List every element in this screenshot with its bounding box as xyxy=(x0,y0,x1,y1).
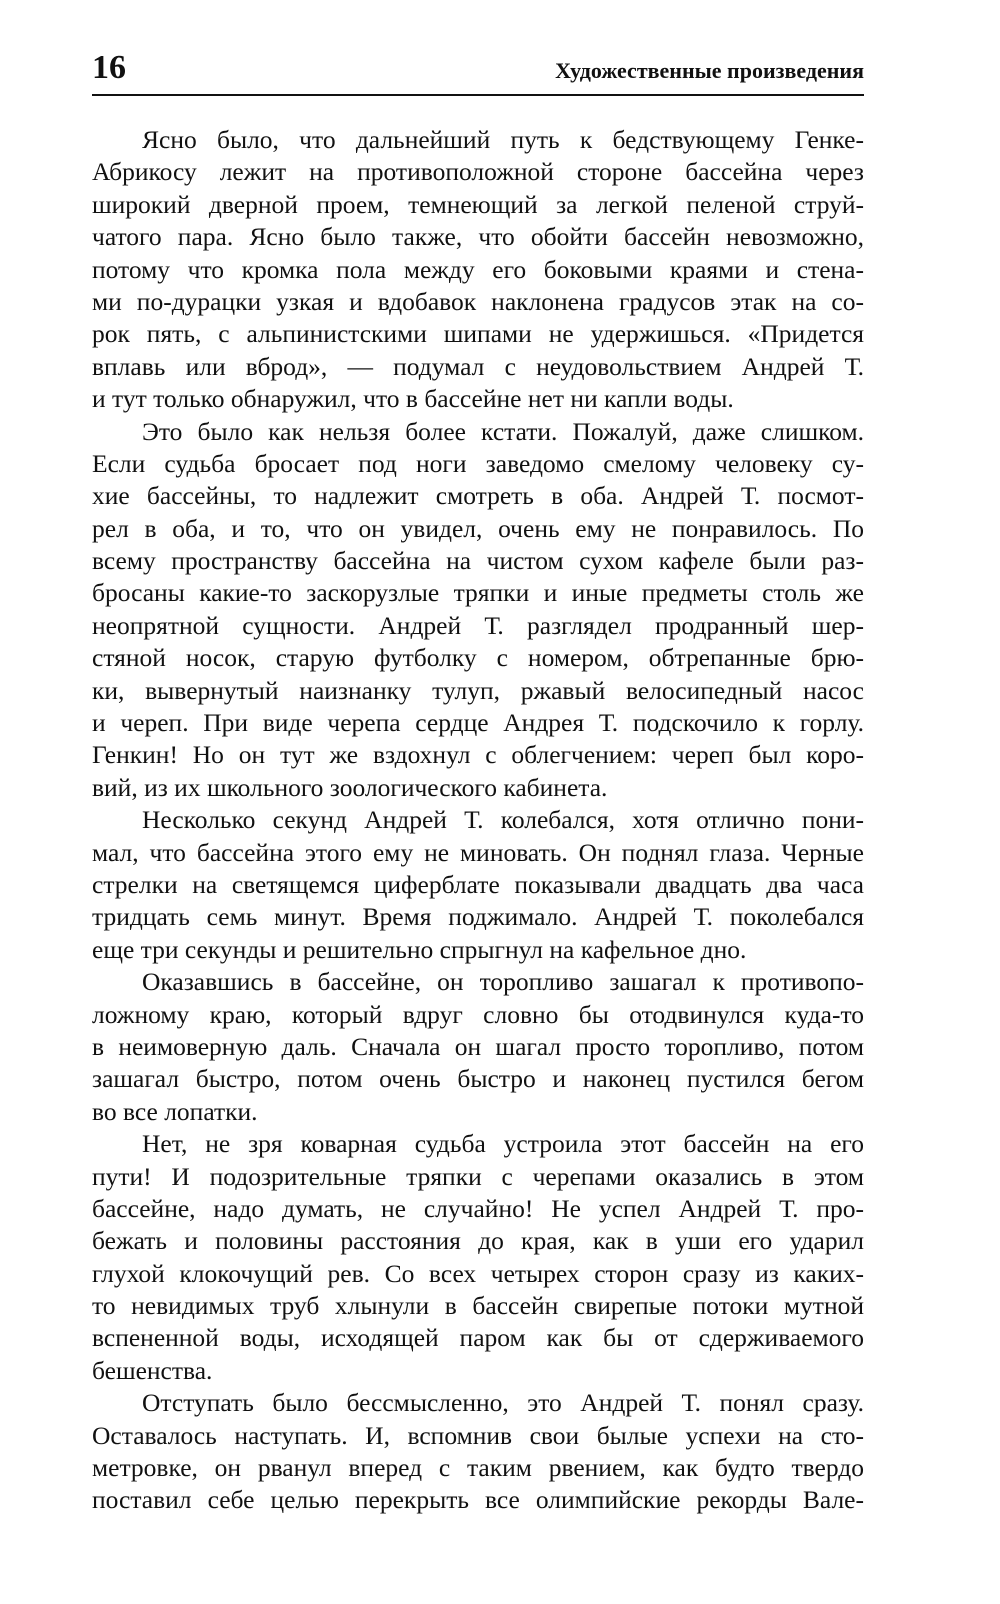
text-line: всему пространству бассейна на чистом сухом кафеле были раз- xyxy=(92,546,864,576)
text-line: неопрятной сущности. Андрей Т. разглядел продранный шер- xyxy=(92,610,864,640)
text-line: поставил себе целью перекрыть все олимпийские рекорды Вале- xyxy=(92,1485,864,1515)
text-line: глухой клокочущий рев. Со всех четырех сторон сразу из каких- xyxy=(92,1258,864,1288)
text-line: ми по-дурацки узкая и вдобавок наклонена градусов этак на со- xyxy=(92,286,864,316)
text-line: тридцать семь минут. Время поджимало. Андрей Т. поколебался xyxy=(92,902,864,932)
text-line: хие бассейны, то надлежит смотреть в оба. Андрей Т. посмот- xyxy=(92,481,864,511)
text-line: Оставалось наступать. И, вспомнив свои былые успехи на сто- xyxy=(92,1420,864,1450)
text-line: Если судьба бросает под ноги заведомо смелому человеку су- xyxy=(92,448,864,478)
book-page xyxy=(92,48,864,1517)
text-line: бежать и половины расстояния до края, как в уши его ударил xyxy=(92,1226,864,1256)
text-line: в неимоверную даль. Сначала он шагал просто торопливо, потом xyxy=(92,1031,864,1061)
paragraph xyxy=(92,1128,864,1387)
paragraph xyxy=(92,804,864,966)
paragraph xyxy=(92,966,864,1128)
text-line: и тут только обнаружил, что в бассейне нет ни капли воды. xyxy=(92,384,734,414)
text-line: во все лопатки. xyxy=(92,1096,258,1126)
section-title: Художественные произведения xyxy=(555,58,864,83)
text-line: мал, что бассейна этого ему не миновать. Он поднял глаза. Черные xyxy=(92,837,864,867)
text-line: бассейне, надо думать, не случайно! Не успел Андрей Т. про- xyxy=(92,1193,864,1223)
text-line: ки, вывернутый наизнанку тулуп, ржавый велосипедный насос xyxy=(92,675,864,705)
text-line: рел в оба, и то, что он увидел, очень ему не понравилось. По xyxy=(92,513,864,543)
text-line: стрелки на светящемся циферблате показывали двадцать два часа xyxy=(92,869,864,899)
text-line: Оказавшись в бассейне, он торопливо зашагал к противопо- xyxy=(142,967,864,997)
text-line: бросаны какие-то заскорузлые тряпки и иные предметы столь же xyxy=(92,578,864,608)
text-line: Ясно было, что дальнейший путь к бедствующему Генке- xyxy=(142,125,864,154)
text-line: Нет, не зря коварная судьба устроила этот бассейн на его xyxy=(142,1129,864,1159)
text-line: Абрикосу лежит на противоположной стороне бассейна через xyxy=(92,157,864,187)
text-line: и череп. При виде черепа сердце Андрея Т. подскочило к горлу. xyxy=(92,708,864,738)
text-line: Генкин! Но он тут же вздохнул с облегчением: череп был коро- xyxy=(92,740,864,770)
text-line: потому что кромка пола между его боковыми краями и стена- xyxy=(92,254,864,284)
paragraph xyxy=(92,124,864,416)
running-head xyxy=(92,48,864,96)
text-line: Несколько секунд Андрей Т. колебался, хотя отлично пони- xyxy=(142,805,864,835)
text-line: стяной носок, старую футболку с номером, обтрепанные брю- xyxy=(92,643,864,673)
body-text xyxy=(92,124,864,1517)
text-line: широкий дверной проем, темнеющий за легкой пеленой струй- xyxy=(92,189,864,219)
text-line: ложному краю, который вдруг словно бы отодвинулся куда-то xyxy=(92,999,864,1029)
text-line: бешенства. xyxy=(92,1355,213,1385)
text-line: метровке, он рванул вперед с таким рвением, как будто твердо xyxy=(92,1453,864,1483)
text-line: рок пять, с альпинистскими шипами не удержишься. «Придется xyxy=(92,319,864,349)
text-line: пути! И подозрительные тряпки с черепами оказались в этом xyxy=(92,1161,864,1191)
text-line: вплавь или вброд», — подумал с неудовольствием Андрей Т. xyxy=(92,351,864,381)
text-line: вий, из их школьного зоологического кабинета. xyxy=(92,772,608,802)
paragraph xyxy=(92,1387,864,1517)
text-line: Отступать было бессмысленно, это Андрей Т. понял сразу. xyxy=(142,1388,864,1418)
text-line: чатого пара. Ясно было также, что обойти бассейн невозможно, xyxy=(92,222,864,252)
text-line: еще три секунды и решительно спрыгнул на кафельное дно. xyxy=(92,934,747,964)
text-line: то невидимых труб хлынули в бассейн свирепые потоки мутной xyxy=(92,1291,864,1321)
paragraph xyxy=(92,416,864,805)
page-number: 16 xyxy=(92,49,126,86)
text-line: вспененной воды, исходящей паром как бы от сдерживаемого xyxy=(92,1323,864,1353)
text-line: зашагал быстро, потом очень быстро и наконец пустился бегом xyxy=(92,1064,864,1094)
text-line: Это было как нельзя более кстати. Пожалуй, даже слишком. xyxy=(142,416,864,446)
